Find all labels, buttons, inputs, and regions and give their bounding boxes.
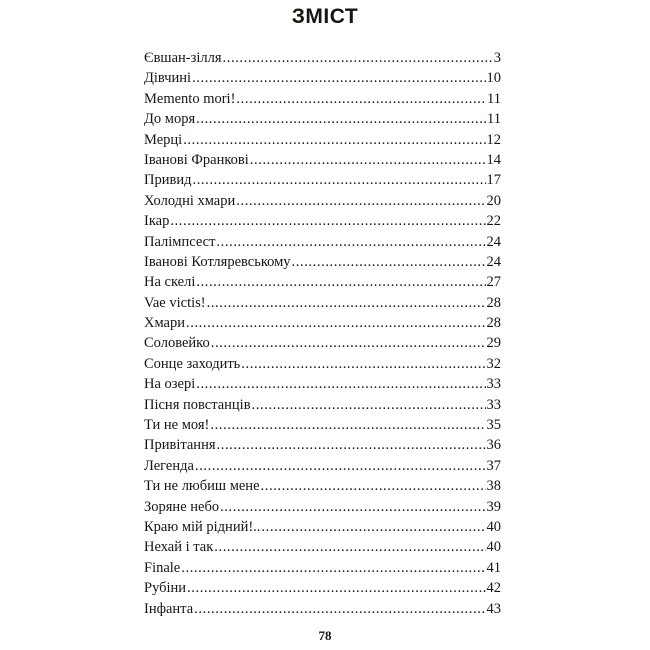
toc-entry-title: Інфанта (144, 600, 194, 617)
toc-entry-title: Євшан-зілля (144, 50, 222, 66)
toc-entry-title: До моря (144, 111, 196, 128)
dot-leader (192, 68, 485, 88)
dot-leader (183, 130, 485, 150)
toc-entry-title: На скелі (144, 274, 196, 291)
toc-entry-page: 11 (487, 111, 501, 128)
toc-entry-title: Привітання (144, 437, 216, 454)
toc-entry-title: Нехай і так (144, 539, 214, 556)
toc-entry (144, 476, 501, 496)
toc-entry-page: 14 (486, 151, 501, 168)
toc-entry-page: 28 (486, 294, 501, 311)
toc-entry-title: Хмари (144, 315, 185, 332)
toc-entry-page: 17 (486, 172, 501, 189)
toc-entry-title: Холодні хмари (144, 192, 236, 209)
dot-leader (236, 191, 485, 211)
toc-entry-page: 38 (486, 478, 501, 495)
toc-entry-title: Палімпсест (144, 233, 216, 250)
toc-entry-page: 28 (486, 315, 501, 332)
toc-entry-title: Краю мій рідний!.. (144, 518, 261, 535)
toc-entry (144, 537, 501, 557)
dot-leader (192, 170, 485, 190)
dot-leader (214, 537, 485, 557)
toc-entry-title: Рубіни (144, 580, 187, 597)
toc-entry-title: Ти не моя! (144, 417, 210, 434)
toc-entry-title: Memento mori! (144, 90, 236, 107)
toc-entry-title: На озері (144, 376, 196, 393)
dot-leader (170, 211, 485, 231)
toc-entry-title: Vae victis! (144, 294, 206, 311)
toc-entry-page: 39 (486, 498, 501, 515)
dot-leader (217, 435, 486, 455)
toc-entry (144, 599, 501, 619)
toc-entry (144, 497, 501, 517)
toc-entry-page: 22 (486, 213, 501, 230)
toc-entry-page: 27 (486, 274, 501, 291)
toc-entry-page: 42 (486, 580, 501, 597)
toc-entry (144, 313, 501, 333)
toc-entry-page: 37 (486, 457, 501, 474)
toc-entry-title: Finale (144, 559, 181, 576)
dot-leader (186, 313, 486, 333)
toc-entry-title: Пісня повстанців (144, 396, 251, 413)
toc-entry-page: 12 (486, 131, 501, 148)
dot-leader (196, 109, 486, 129)
toc-entry-page: 20 (486, 192, 501, 209)
dot-leader (252, 395, 486, 415)
dot-leader (292, 252, 486, 272)
toc-entry-page: 33 (486, 376, 501, 393)
toc-entry-title: Легенда (144, 457, 194, 474)
toc-entry (144, 578, 501, 598)
toc-entry (144, 150, 501, 170)
dot-leader (207, 293, 486, 313)
toc-entry-title: Іванові Котляревському (144, 253, 291, 270)
toc-entry-page: 29 (486, 335, 501, 352)
toc-entry-page: 24 (486, 233, 501, 250)
toc-entry-page: 35 (486, 417, 501, 434)
toc-entry-page: 36 (486, 437, 501, 454)
page-title: ЗМІСТ (291, 5, 359, 28)
toc-entry-title: Сонце заходить (144, 355, 241, 372)
toc-entry (144, 415, 501, 435)
dot-leader (220, 497, 485, 517)
toc-entry (144, 517, 501, 537)
toc-entry (144, 89, 501, 109)
toc-entry-page: 33 (486, 396, 501, 413)
toc-entry-title: Соловейко (144, 335, 210, 352)
toc-entry (144, 109, 501, 129)
toc-entry (144, 191, 501, 211)
toc-entry-page: 43 (486, 600, 501, 617)
table-of-contents (144, 48, 501, 619)
toc-entry-page: 40 (486, 539, 501, 556)
dot-leader (181, 558, 485, 578)
toc-entry (144, 130, 501, 150)
dot-leader (194, 599, 485, 619)
toc-entry-page: 40 (486, 518, 501, 535)
dot-leader (250, 150, 486, 170)
toc-entry-title: Іванові Франкові (144, 151, 249, 168)
toc-entry (144, 68, 501, 88)
toc-entry (144, 456, 501, 476)
toc-entry (144, 211, 501, 231)
toc-entry-page: 41 (486, 559, 501, 576)
toc-entry-title: Дівчині (144, 70, 192, 87)
toc-entry (144, 333, 501, 353)
dot-leader (261, 517, 485, 537)
dot-leader (195, 456, 486, 476)
toc-entry (144, 170, 501, 190)
page-number: 78 (318, 628, 332, 643)
toc-entry (144, 558, 501, 578)
toc-entry (144, 374, 501, 394)
toc-entry-page: 10 (486, 70, 501, 87)
toc-entry (144, 48, 501, 68)
toc-entry (144, 293, 501, 313)
toc-entry-page: 32 (486, 355, 501, 372)
toc-entry-title: Ти не любиш мене (144, 478, 260, 495)
dot-leader (216, 232, 485, 252)
toc-entry (144, 232, 501, 252)
dot-leader (223, 48, 493, 68)
toc-entry (144, 272, 501, 292)
toc-entry-title: Мерці (144, 131, 183, 148)
dot-leader (211, 333, 486, 353)
toc-entry (144, 354, 501, 374)
dot-leader (196, 374, 485, 394)
toc-entry (144, 435, 501, 455)
toc-entry (144, 395, 501, 415)
toc-entry-page: 24 (486, 253, 501, 270)
toc-entry (144, 252, 501, 272)
dot-leader (196, 272, 485, 292)
dot-leader (210, 415, 485, 435)
toc-entry-title: Ікар (144, 213, 170, 230)
toc-entry-page: 3 (493, 50, 501, 66)
dot-leader (241, 354, 485, 374)
dot-leader (261, 476, 486, 496)
toc-entry-title: Привид (144, 172, 192, 189)
toc-entry-page: 11 (487, 90, 501, 107)
dot-leader (236, 89, 486, 109)
dot-leader (187, 578, 485, 598)
toc-entry-title: Зоряне небо (144, 498, 220, 515)
